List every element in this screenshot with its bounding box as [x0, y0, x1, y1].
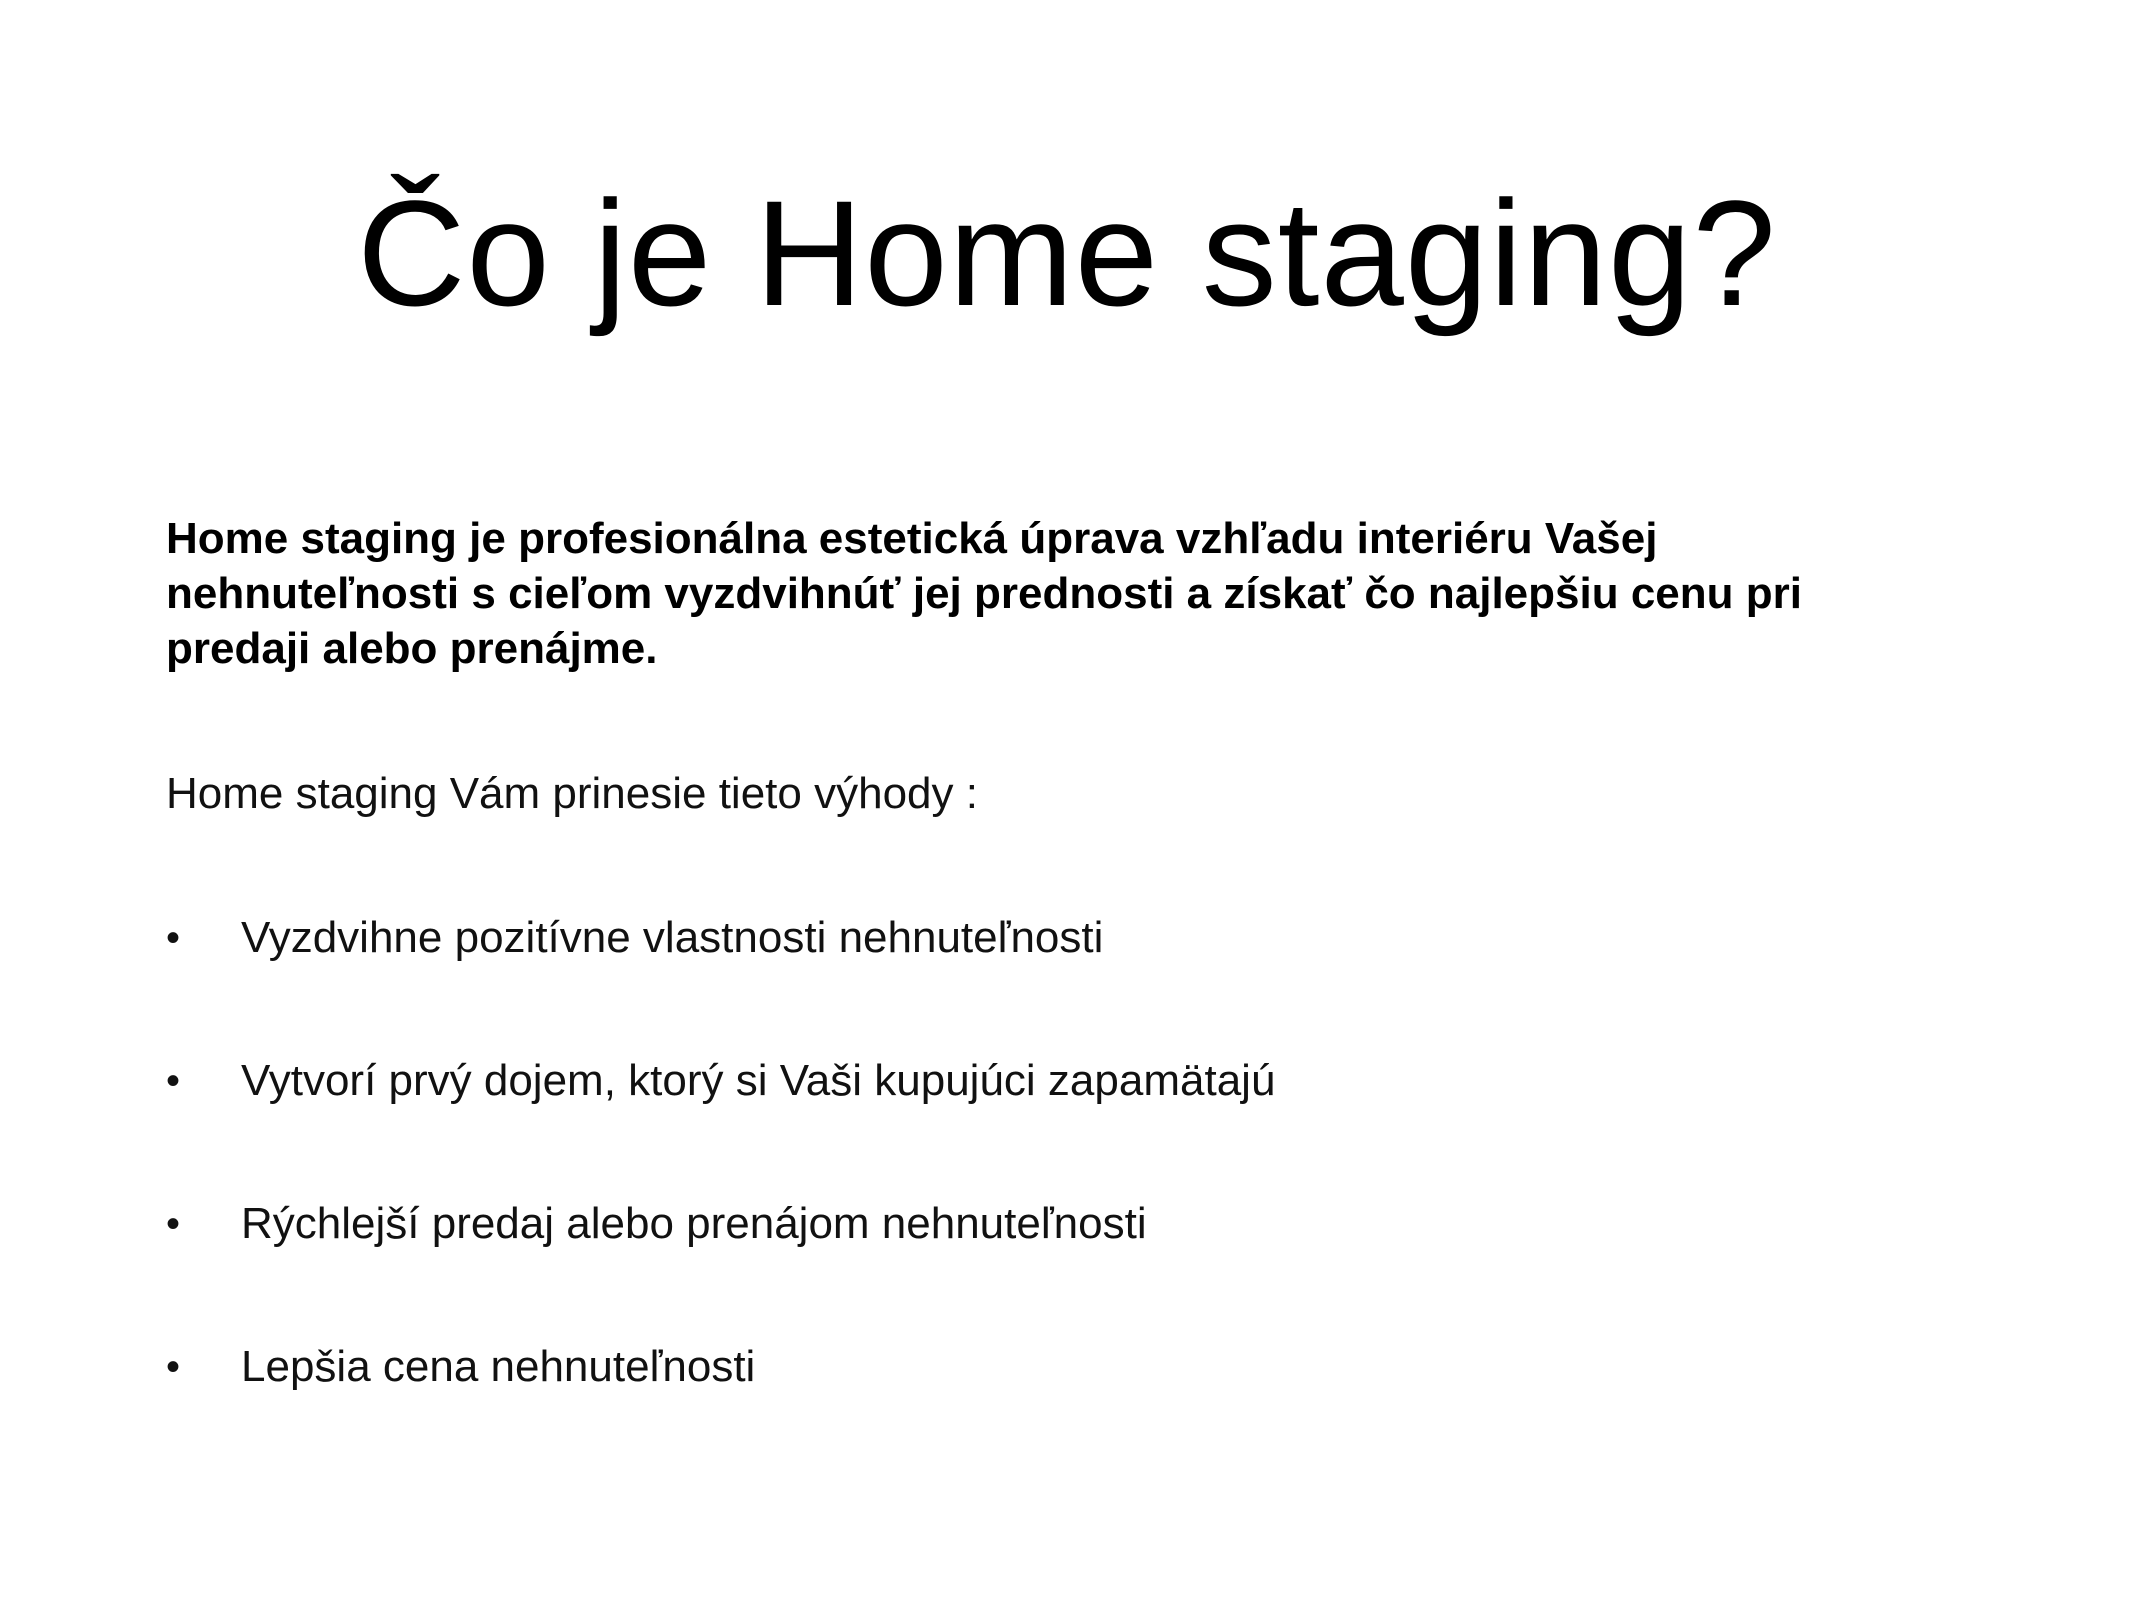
benefit-item — [166, 1196, 1966, 1339]
bullet-icon: • — [166, 1202, 181, 1246]
benefit-item — [166, 910, 1966, 1053]
benefit-text: Vyzdvihne pozitívne vlastnosti nehnuteľnosti — [241, 913, 1104, 962]
benefits-list — [166, 910, 1966, 1482]
benefits-intro: Home staging Vám prinesie tieto výhody : — [166, 769, 978, 818]
slide-title: Čo je Home staging? — [357, 169, 1777, 337]
benefit-text: Vytvorí prvý dojem, ktorý si Vaši kupujúci zapamätajú — [241, 1056, 1276, 1105]
bullet-icon: • — [166, 916, 181, 960]
benefit-item — [166, 1339, 1966, 1482]
benefit-text: Lepšia cena nehnuteľnosti — [241, 1342, 756, 1391]
bullet-icon: • — [166, 1345, 181, 1389]
benefit-text: Rýchlejší predaj alebo prenájom nehnuteľnosti — [241, 1199, 1147, 1248]
benefit-item — [166, 1053, 1966, 1196]
definition-line: nehnuteľnosti s cieľom vyzdvihnúť jej prednosti a získať čo najlepšiu cenu pri — [166, 569, 1802, 618]
definition-line: predaji alebo prenájme. — [166, 624, 658, 673]
definition-paragraph — [166, 511, 1966, 676]
definition-line: Home staging je profesionálna estetická úprava vzhľadu interiéru Vašej — [166, 514, 1658, 563]
bullet-icon: • — [166, 1059, 181, 1103]
